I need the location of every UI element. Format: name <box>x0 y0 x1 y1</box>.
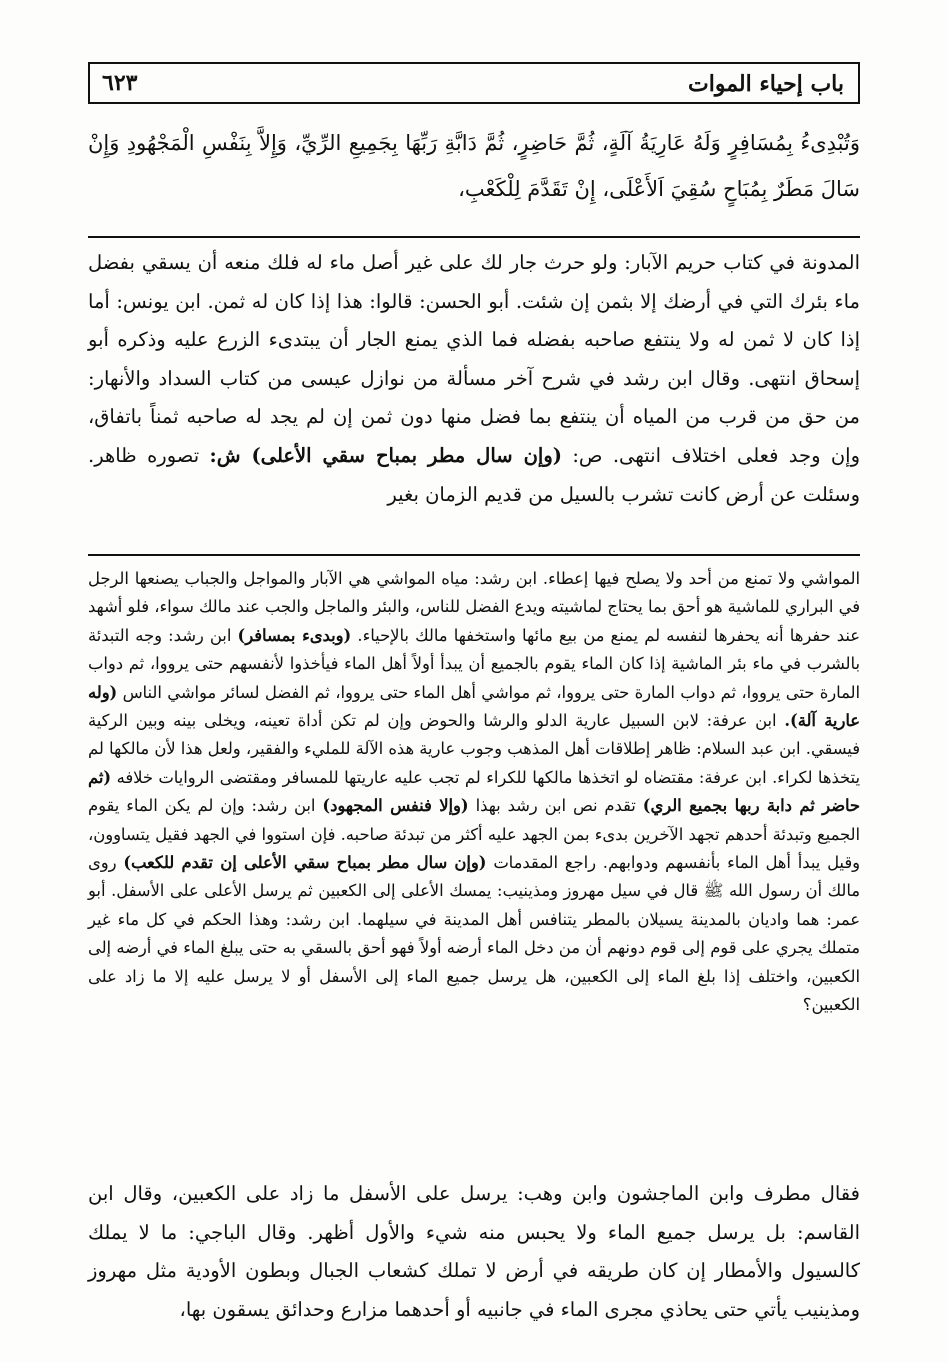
footnote-text-6: روى مالك أن رسول الله ﷺ قال في سيل مهروز ومذينيب: يمسك الأعلى إلى الكعبين ثم يرسل الأعلى على الأسفل. أبو عمر: هما واديان بالمدينة يسيلان بالمطر يتنافس أهل المدينة في سيلهما. ابن رشد: وهذا الحكم في كل ماء غير متملك يجري على قوم إلى قوم دونهم أن من دخل الماء أرضه أولاً فهو أحق بالسقي به حتى يبلغ الماء في أرضه إلى الكعبين، واختلف إذا بلغ الماء إلى الكعبين، هل يرسل جميع الماء إلى الأسفل أو لا يرسل عليه إلا ما زاد على الكعبين؟ <box>88 853 860 1015</box>
footnote-quote-5: (وإن سال مطر بمباح سقي الأعلى إن تقدم للكعب) <box>123 853 487 873</box>
footnote-quote-2: (وله عارية آلة). <box>88 682 860 731</box>
footnote-text-5: ابن رشد: وإن لم يكن الماء يقوم الجميع وتبدئة أحدهم تجهد الآخرين بدىء بمن الجهد عليه أكثر من تبدئة صاحبه. فإن استووا في الجهد فقيل يتساوون، وقيل يبدأ أهل الماء بأنفسهم ودوابهم. راجع المقدمات <box>88 796 860 873</box>
chapter-title: باب إحياء الموات <box>688 71 844 97</box>
divider-main <box>88 236 860 238</box>
footnote <box>88 565 860 1020</box>
footnote-text-3: ابن عرفة: لابن السبيل عارية الدلو والرشا والحوض وإن لم تكن أداة تعينه، ويخلى بينه وبين الركية فيسقي. ابن عبد السلام: ظاهر إطلاقات أهل المذهب وجوب عارية هذه الآلة للمليء والفقير، ولعل هذا لأن مالكها لم يتخذها لكراء. ابن عرفة: مقتضاه لو اتخذها مالكها للكراء لم تجب عليه عاريتها للمسافر ومقتضى الروايات خلافه <box>88 711 860 787</box>
page-number: ٦٢٣ <box>102 70 138 96</box>
main-text: وَتُبْدِىءُ بِمُسَافِرٍ وَلَهُ عَارِيَةُ آلَةٍ، ثُمَّ حَاضِرٍ، ثُمَّ دَابَّةِ رَبِّهَا بِجَمِيعِ الرِّيِّ، وَإِلاَّ بِنَفْسِ الْمَجْهُودِ وَإِنْ سَالَ مَطَرٌ بِمُبَاحٍ سُقِيَ اَلأَعْلَى، إِنْ تَقَدَّمَ لِلْكَعْبِ، <box>88 131 860 201</box>
commentary-text-2: تصوره ظاهر. وسئلت عن أرض كانت تشرب بالسيل من قديم الزمان بغير <box>88 443 860 506</box>
divider-footnote <box>88 554 860 556</box>
page-header <box>88 62 860 104</box>
footnote-text-2: ابن رشد: وجه التبدئة بالشرب في ماء بئر الماشية إذا كان الماء يقوم بالجميع أن يبدأ أولاً أهل الماء فيأخذوا لأنفسهم حتى يرووا، ثم دواب المارة حتى يرووا، ثم دواب المارة حتى يرووا، ثم مواشي أهل الماء حتى يرووا، ثم الفضل لسائر مواشي الناس <box>88 625 860 702</box>
commentary <box>88 244 860 514</box>
commentary-continued: فقال مطرف وابن الماجشون وابن وهب: يرسل على الأسفل ما زاد على الكعبين، وقال ابن القاسم: بل يرسل جميع الماء ولا يحبس منه شيء والأول أظهر. وقال الباجي: ما لا يملك كالسيول والأمطار إن كان طريقه في أرض لا تملك كشعاب الجبال وبطون الأودية مثل مهروز ومذينيب يأتي حتى يحاذي مجرى الماء في جانبيه أو أحدهما مزارع وحدائق يسقون بها، <box>88 1182 860 1321</box>
footnote-text-4: تقدم نص ابن رشد بهذا <box>475 796 636 816</box>
commentary-quote: (وإن سال مطر بمباح سقي الأعلى) ش: <box>209 443 562 467</box>
footnote-quote-3: (ثم حاضر ثم دابة ربها بجميع الري) <box>88 767 860 816</box>
commentary-text-1: المدونة في كتاب حريم الآبار: ولو حرث جار لك على غير أصل ماء له فلك منعه أن يسقي بفضل ماء بئرك التي في أرضك إلا بثمن إن شئت. أبو الحسن: قالوا: هذا إذا كان له ثمن. ابن يونس: أما إذا كان لا ثمن له ولا ينتفع صاحبه بفضله فما الذي يمنع الجار أن يبتدىء الزرع عليه وذكره أبو إسحاق انتهى. وقال ابن رشد في شرح آخر مسألة من نوازل عيسى من كتاب السداد والأنهار: من حق من قرب من المياه أن ينتفع بما فضل منها دون ثمن إن لم يجد له صاحبه ثمناً باتفاق، وإن وجد فعلى اختلاف انتهى. ص: <box>88 251 861 467</box>
footnote-quote-1: (وبدىء بمسافر) <box>237 625 352 645</box>
footnote-quote-4: (وإلا فنفس المجهود) <box>322 796 469 816</box>
footnote-text-1: المواشي ولا تمنع من أحد ولا يصلح فيها إعطاء. ابن رشد: مياه المواشي هي الآبار والمواجل والجباب يصنعها الرجل في البراري للماشية هو أحق بما يحتاج لماشيته ويدع الفضل للناس، والبئر والماجل والجب عند مالك سواء، فلو أشهد عند حفرها أنه يحفرها لنفسه لم يمنع من بيع مائها واستخفها مالك بالإحياء. <box>88 569 860 645</box>
